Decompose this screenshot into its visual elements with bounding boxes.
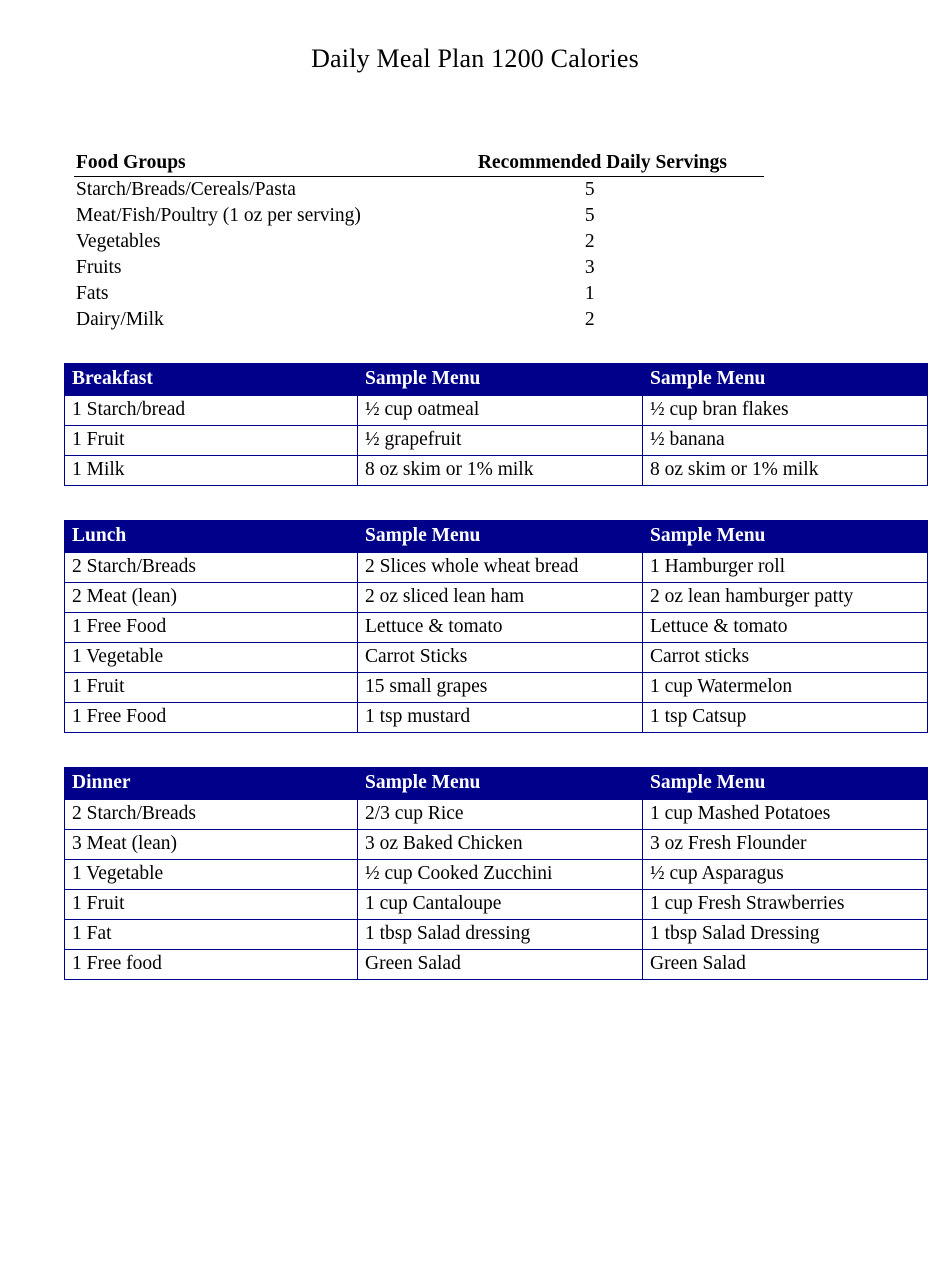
sample-menu-header-2: Sample Menu <box>643 364 928 396</box>
table-row <box>65 920 928 950</box>
column-header-recommended-servings: Recommended Daily Servings <box>472 152 764 177</box>
serving-cell: 1 Free food <box>65 950 358 980</box>
dinner-table <box>64 767 928 980</box>
table-row <box>74 307 764 333</box>
menu-cell-2: 1 tsp Catsup <box>643 703 928 733</box>
page-title: Daily Meal Plan 1200 Calories <box>311 44 639 73</box>
table-row <box>65 950 928 980</box>
table-row <box>65 800 928 830</box>
food-group-servings: 1 <box>584 283 595 304</box>
food-group-name: Meat/Fish/Poultry (1 oz per serving) <box>76 205 361 226</box>
food-group-name: Vegetables <box>76 231 161 252</box>
table-row <box>65 860 928 890</box>
menu-cell-1: 2 oz sliced lean ham <box>358 583 643 613</box>
menu-cell-2: 1 Hamburger roll <box>643 553 928 583</box>
serving-cell: 2 Starch/Breads <box>65 800 358 830</box>
lunch-table <box>64 520 928 733</box>
menu-cell-2: Green Salad <box>643 950 928 980</box>
serving-cell: 2 Meat (lean) <box>65 583 358 613</box>
table-row <box>65 583 928 613</box>
menu-cell-2: ½ cup bran flakes <box>643 396 928 426</box>
table-row <box>74 177 764 204</box>
food-group-name: Fats <box>76 283 109 304</box>
menu-cell-1: Lettuce & tomato <box>358 613 643 643</box>
menu-cell-1: 2 Slices whole wheat bread <box>358 553 643 583</box>
table-row <box>65 456 928 486</box>
sample-menu-header-2: Sample Menu <box>643 521 928 553</box>
menu-cell-1: ½ grapefruit <box>358 426 643 456</box>
menu-cell-1: 8 oz skim or 1% milk <box>358 456 643 486</box>
food-group-name: Starch/Breads/Cereals/Pasta <box>76 179 296 200</box>
table-row <box>65 890 928 920</box>
menu-cell-2: ½ banana <box>643 426 928 456</box>
menu-cell-2: 1 cup Fresh Strawberries <box>643 890 928 920</box>
table-header-row <box>65 364 928 396</box>
table-row <box>74 255 764 281</box>
serving-cell: 1 Milk <box>65 456 358 486</box>
menu-cell-2: 1 cup Watermelon <box>643 673 928 703</box>
table-row <box>65 703 928 733</box>
food-group-servings: 5 <box>584 205 595 226</box>
serving-cell: 1 Free Food <box>65 613 358 643</box>
table-header-row <box>65 521 928 553</box>
sample-menu-header-1: Sample Menu <box>358 768 643 800</box>
menu-cell-1: 15 small grapes <box>358 673 643 703</box>
table-row <box>65 643 928 673</box>
table-row <box>74 203 764 229</box>
menu-cell-1: Carrot Sticks <box>358 643 643 673</box>
serving-cell: 2 Starch/Breads <box>65 553 358 583</box>
food-group-servings: 3 <box>584 257 595 278</box>
menu-cell-2: Lettuce & tomato <box>643 613 928 643</box>
food-group-name: Fruits <box>76 257 122 278</box>
food-group-name: Dairy/Milk <box>76 309 164 330</box>
food-group-servings: 5 <box>584 179 595 200</box>
serving-cell: 1 Fruit <box>65 426 358 456</box>
menu-cell-1: ½ cup Cooked Zucchini <box>358 860 643 890</box>
menu-cell-1: 1 tbsp Salad dressing <box>358 920 643 950</box>
food-group-servings: 2 <box>584 309 595 330</box>
sample-menu-header-1: Sample Menu <box>358 521 643 553</box>
table-row <box>65 553 928 583</box>
serving-cell: 3 Meat (lean) <box>65 830 358 860</box>
table-row <box>74 229 764 255</box>
table-row <box>65 426 928 456</box>
menu-cell-1: 1 cup Cantaloupe <box>358 890 643 920</box>
food-groups-section <box>74 152 764 333</box>
food-groups-table <box>74 152 764 333</box>
serving-cell: 1 Fat <box>65 920 358 950</box>
serving-cell: 1 Fruit <box>65 890 358 920</box>
table-row <box>65 673 928 703</box>
table-row <box>65 830 928 860</box>
menu-cell-1: 2/3 cup Rice <box>358 800 643 830</box>
table-row <box>65 396 928 426</box>
serving-cell: 1 Vegetable <box>65 643 358 673</box>
menu-cell-2: 1 cup Mashed Potatoes <box>643 800 928 830</box>
table-row <box>65 613 928 643</box>
menu-cell-2: ½ cup Asparagus <box>643 860 928 890</box>
sample-menu-header-1: Sample Menu <box>358 364 643 396</box>
serving-cell: 1 Vegetable <box>65 860 358 890</box>
serving-cell: 1 Free Food <box>65 703 358 733</box>
menu-cell-1: 3 oz Baked Chicken <box>358 830 643 860</box>
menu-cell-1: Green Salad <box>358 950 643 980</box>
breakfast-table <box>64 363 928 486</box>
table-header-row <box>65 768 928 800</box>
menu-cell-1: 1 tsp mustard <box>358 703 643 733</box>
menu-cell-2: 1 tbsp Salad Dressing <box>643 920 928 950</box>
menu-cell-2: 3 oz Fresh Flounder <box>643 830 928 860</box>
sample-menu-header-2: Sample Menu <box>643 768 928 800</box>
table-row <box>74 281 764 307</box>
table-header-row <box>74 152 764 177</box>
food-group-servings: 2 <box>584 231 595 252</box>
menu-cell-2: 8 oz skim or 1% milk <box>643 456 928 486</box>
menu-cell-2: Carrot sticks <box>643 643 928 673</box>
menu-cell-2: 2 oz lean hamburger patty <box>643 583 928 613</box>
column-header-food-groups: Food Groups <box>74 152 472 177</box>
meal-name-header: Breakfast <box>65 364 358 396</box>
meal-name-header: Dinner <box>65 768 358 800</box>
meal-name-header: Lunch <box>65 521 358 553</box>
menu-cell-1: ½ cup oatmeal <box>358 396 643 426</box>
serving-cell: 1 Fruit <box>65 673 358 703</box>
serving-cell: 1 Starch/bread <box>65 396 358 426</box>
